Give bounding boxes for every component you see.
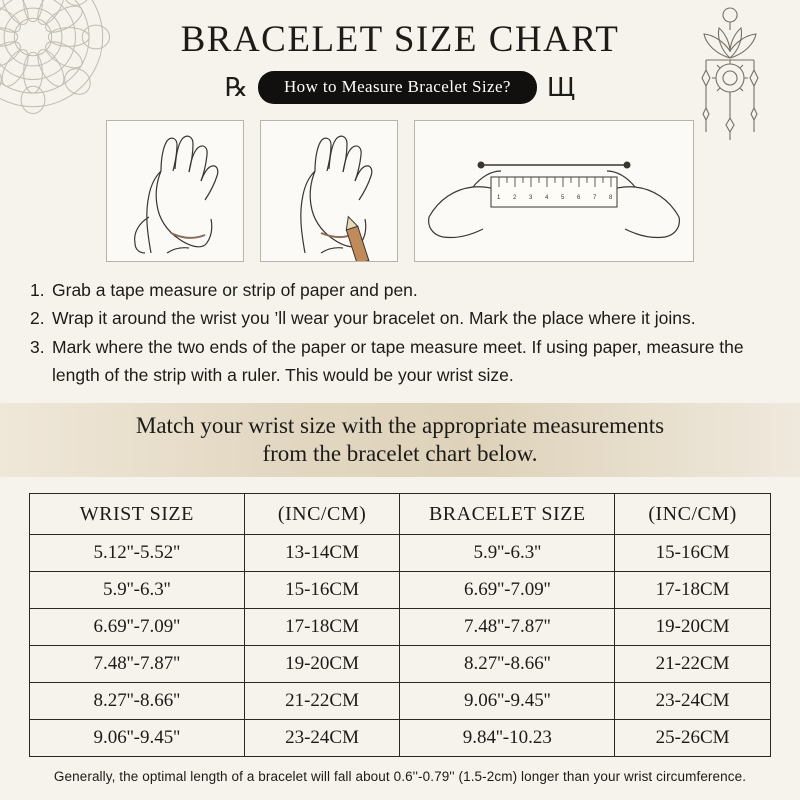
cell-bracelet-cm: 15-16CM [615, 535, 771, 572]
size-chart-table [29, 493, 771, 757]
svg-text:7: 7 [593, 195, 597, 201]
cell-wrist-inch: 6.69''-7.09'' [30, 609, 245, 646]
cell-bracelet-cm: 23-24CM [615, 683, 771, 720]
column-header-bracelet-size: BRACELET SIZE [400, 494, 615, 535]
illustration-ruler-measuring [414, 120, 694, 262]
cell-bracelet-inch: 7.48''-7.87'' [400, 609, 615, 646]
table-row [30, 609, 771, 646]
cell-bracelet-cm: 25-26CM [615, 720, 771, 757]
table-row [30, 720, 771, 757]
instruction-steps [0, 276, 800, 389]
svg-text:6: 6 [577, 195, 581, 201]
illustration-hand-with-pen [260, 120, 398, 262]
svg-text:5: 5 [561, 195, 565, 201]
table-header-row [30, 494, 771, 535]
column-header-wrist-unit: (INC/CM) [244, 494, 400, 535]
cell-bracelet-cm: 19-20CM [615, 609, 771, 646]
svg-text:4: 4 [545, 195, 549, 201]
how-to-measure-banner [0, 71, 800, 104]
cell-bracelet-inch: 9.84''-10.23 [400, 720, 615, 757]
match-size-banner [0, 403, 800, 477]
step-number: 3. [30, 336, 45, 357]
cell-bracelet-inch: 8.27''-8.66'' [400, 646, 615, 683]
list-item [30, 276, 778, 304]
cell-bracelet-inch: 5.9''-6.3'' [400, 535, 615, 572]
svg-text:3: 3 [529, 195, 533, 201]
cell-bracelet-cm: 21-22CM [615, 646, 771, 683]
cell-wrist-inch: 7.48''-7.87'' [30, 646, 245, 683]
column-header-bracelet-unit: (INC/CM) [615, 494, 771, 535]
cell-wrist-cm: 17-18CM [244, 609, 400, 646]
table-row [30, 646, 771, 683]
banner-line-1: Match your wrist size with the appropriate measurements [135, 413, 665, 439]
list-item [30, 333, 778, 390]
cell-wrist-cm: 23-24CM [244, 720, 400, 757]
table-row [30, 572, 771, 609]
table-row [30, 535, 771, 572]
step-text: Wrap it around the wrist you ’ll wear your bracelet on. Mark the place where it joins. [52, 308, 696, 329]
cell-wrist-inch: 9.06''-9.45'' [30, 720, 245, 757]
cell-wrist-cm: 19-20CM [244, 646, 400, 683]
step-text: Mark where the two ends of the paper or tape measure meet. If using paper, measure the length of the strip with a ruler. This would be your wrist size. [52, 336, 744, 386]
page-title: BRACELET SIZE CHART [180, 19, 620, 60]
cell-bracelet-cm: 17-18CM [615, 572, 771, 609]
cell-bracelet-inch: 9.06''-9.45'' [400, 683, 615, 720]
footnote: Generally, the optimal length of a bracelet will fall about 0.6''-0.79'' (1.5-2cm) longer than your wrist circumference. [53, 769, 747, 785]
cell-bracelet-inch: 6.69''-7.09'' [400, 572, 615, 609]
banner-line-2: from the bracelet chart below. [262, 441, 538, 467]
illustration-hand-with-strip [106, 120, 244, 262]
how-to-measure-label: How to Measure Bracelet Size? [258, 71, 537, 104]
cell-wrist-cm: 21-22CM [244, 683, 400, 720]
column-header-wrist-size: WRIST SIZE [30, 494, 245, 535]
cell-wrist-cm: 15-16CM [244, 572, 400, 609]
svg-text:8: 8 [609, 195, 613, 201]
instruction-images [0, 120, 800, 262]
cell-wrist-inch: 5.12''-5.52'' [30, 535, 245, 572]
cell-wrist-cm: 13-14CM [244, 535, 400, 572]
svg-text:2: 2 [513, 195, 517, 201]
svg-text:1: 1 [497, 195, 501, 201]
list-item [30, 304, 778, 332]
cell-wrist-inch: 5.9''-6.3'' [30, 572, 245, 609]
step-number: 1. [30, 280, 45, 300]
flourish-right-icon: Щ [546, 72, 576, 103]
step-text: Grab a tape measure or strip of paper and pen. [52, 280, 418, 300]
step-number: 2. [30, 308, 45, 329]
cell-wrist-inch: 8.27''-8.66'' [30, 683, 245, 720]
table-row [30, 683, 771, 720]
flourish-left-icon: ℞ [224, 72, 248, 103]
